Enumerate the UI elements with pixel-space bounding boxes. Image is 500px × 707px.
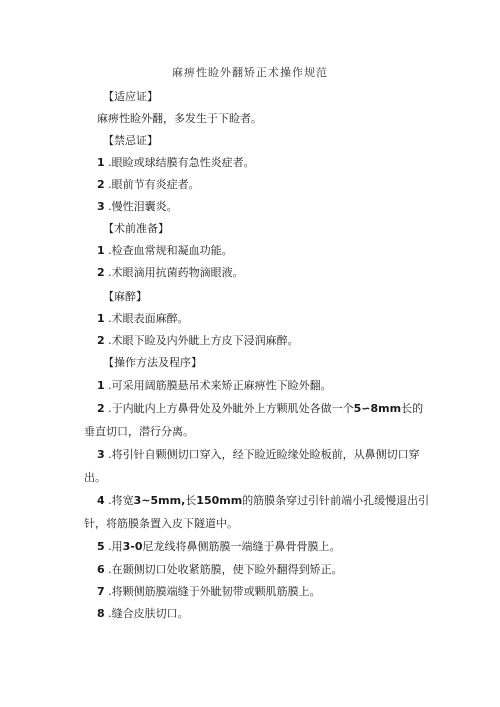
- list-item: [84, 397, 434, 443]
- list-item: [97, 333, 299, 348]
- list-item: [97, 378, 332, 393]
- section-heading-procedure: 【操作方法及程序】: [103, 356, 202, 369]
- list-item: [97, 539, 341, 554]
- item-text: .眼前节有炎症者。: [108, 178, 200, 191]
- section-heading-contraindications: 【禁忌证】: [103, 134, 158, 147]
- item-number: 5: [97, 540, 105, 553]
- item-text: .用: [108, 540, 123, 553]
- item-text: 的筋膜条穿过引针前端小孔缓慢退出引针，将筋膜条置入皮下隧道中。: [84, 494, 430, 530]
- item-number: 1: [97, 312, 105, 325]
- item-text: .于内眦内上方鼻骨处及外眦外上方颗肌处各做一个: [108, 402, 354, 415]
- item-number: 1: [97, 244, 105, 257]
- item-text: 长: [185, 494, 197, 507]
- indications-text: 麻痹性睑外翻，多发生于下睑者。: [97, 112, 262, 125]
- section-heading-indications: 【适应证】: [103, 90, 158, 103]
- item-text: .缝合皮肤切口。: [108, 607, 189, 620]
- item-text: 尼龙线将鼻侧筋膜一端缝于鼻骨骨膜上。: [142, 540, 341, 553]
- list-item: [97, 243, 233, 258]
- item-bold-value: 5∽8mm: [353, 402, 402, 415]
- section-heading-anesthesia: 【麻醉】: [103, 290, 147, 303]
- list-item: [97, 155, 255, 170]
- item-text: .在颞侧切口处收紧筋膜，使下睑外翻得到矫正。: [108, 563, 343, 576]
- item-number: 4: [97, 494, 105, 507]
- list-item: [97, 562, 343, 577]
- item-text: .术眼表面麻醉。: [108, 312, 189, 325]
- item-text: 长的垂直切口，潜行分离。: [84, 402, 424, 438]
- item-number: 3: [97, 200, 105, 213]
- item-text: .将宽: [108, 494, 134, 507]
- list-item: [97, 311, 189, 326]
- item-text: .检查血常规和凝血功能。: [108, 244, 233, 257]
- item-number: 1: [97, 379, 105, 392]
- list-item: [84, 489, 434, 535]
- item-number: 2: [97, 402, 105, 415]
- document-title: 麻痹性睑外翻矫正术操作规范: [172, 66, 328, 79]
- item-number: 2: [97, 334, 105, 347]
- item-number: 2: [97, 178, 105, 191]
- item-bold-value: 150mm: [196, 494, 243, 507]
- item-bold-value: 3-0: [122, 540, 143, 553]
- item-text: .术眼滴用抗菌药物滴眼液。: [108, 266, 244, 279]
- item-text: .术眼下睑及内外眦上方皮下浸润麻醉。: [108, 334, 299, 347]
- section-heading-preop: 【术前准备】: [103, 222, 169, 235]
- list-item: [97, 265, 244, 280]
- item-text: .将引针自颗侧切口穿入，经下睑近睑缘处睑板前，从鼻侧切口穿出。: [84, 448, 420, 484]
- list-item: [97, 584, 321, 599]
- item-bold-value: 3~5mm,: [133, 494, 186, 507]
- list-item: [97, 199, 178, 214]
- item-number: 3: [97, 448, 105, 461]
- item-number: 6: [97, 563, 105, 576]
- item-text: .慢性泪囊炎。: [108, 200, 178, 213]
- item-number: 2: [97, 266, 105, 279]
- list-item: [84, 443, 434, 489]
- item-number: 7: [97, 585, 105, 598]
- item-text: .可采用阔筋膜悬吊术来矫正麻痹性下睑外翻。: [108, 379, 332, 392]
- item-number: 8: [97, 607, 105, 620]
- item-text: .眼睑或球结膜有急性炎症者。: [108, 156, 255, 169]
- list-item: [97, 177, 200, 192]
- item-number: 1: [97, 156, 105, 169]
- item-text: .将颗侧筋膜端缝于外眦韧带或颗肌筋膜上。: [108, 585, 321, 598]
- list-item: [97, 606, 189, 621]
